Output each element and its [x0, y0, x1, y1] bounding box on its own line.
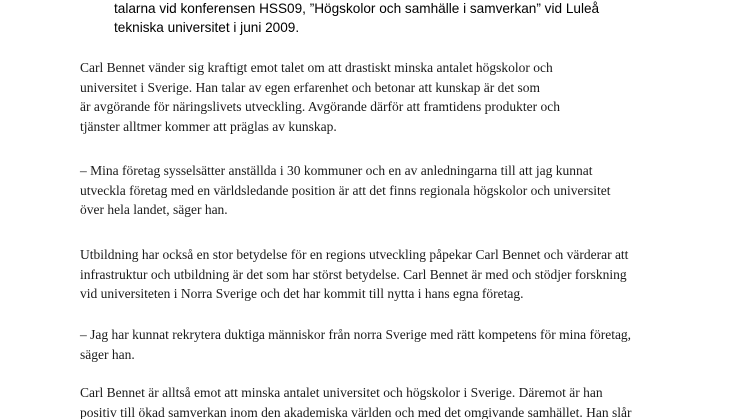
paragraph-line: Carl Bennet är alltså emot att minska antalet universitet och högskolor i Sverige. Däremot är han — [80, 385, 603, 400]
intro-line: talarna vid konferensen HSS09, ”Högskolor och samhälle i samverkan” vid Luleå — [114, 1, 600, 16]
paragraph-line: säger han. — [80, 346, 135, 362]
paragraph-line: är avgörande för näringslivets utveckling. Avgörande därför att framtidens produkter och — [80, 99, 560, 114]
paragraph-education-importance — [80, 245, 628, 304]
paragraph-quote-recruitment — [80, 325, 631, 364]
paragraph-line: Utbildning har också en stor betydelse för en regions utveckling påpekar Carl Bennet och värderar att — [80, 247, 629, 262]
paragraph-line: tjänster alltmer kommer att präglas av kunskap. — [80, 118, 337, 134]
paragraph-line: – Jag har kunnat rekrytera duktiga människor från norra Sverige med rätt kompetens för mina företag, — [80, 327, 632, 342]
paragraph-line: infrastruktur och utbildning är det som har störst betydelse. Carl Bennet är med och stödjer forskning — [80, 266, 627, 282]
paragraph-line: utveckla företag med en världsledande position är att det finns regionala högskolor och universitet — [80, 182, 611, 198]
paragraph-line: – Mina företag sysselsätter anställda i 30 kommuner och en av anledningarna till att jag kunnat — [80, 163, 593, 178]
paragraph-line: universitet i Sverige. Han talar av egen erfarenhet och betonar att kunskap är det som — [80, 79, 540, 95]
intro-text — [114, 0, 599, 37]
paragraph-collaboration — [80, 383, 631, 419]
paragraph-line: positiv till ökad samverkan inom den akademiska världen och med det omgivande samhället. Han slår — [80, 404, 632, 419]
paragraph-line: Carl Bennet vänder sig kraftigt emot talet om att drastiskt minska antalet högskolor och — [80, 60, 553, 75]
paragraph-line: vid universiteten i Norra Sverige och det har kommit till nytta i hans egna företag. — [80, 286, 524, 301]
paragraph-quote-companies — [80, 161, 610, 220]
intro-line: tekniska universitet i juni 2009. — [114, 19, 300, 35]
paragraph-bennet-opposes-cuts — [80, 58, 560, 136]
paragraph-line: över hela landet, säger han. — [80, 202, 228, 217]
